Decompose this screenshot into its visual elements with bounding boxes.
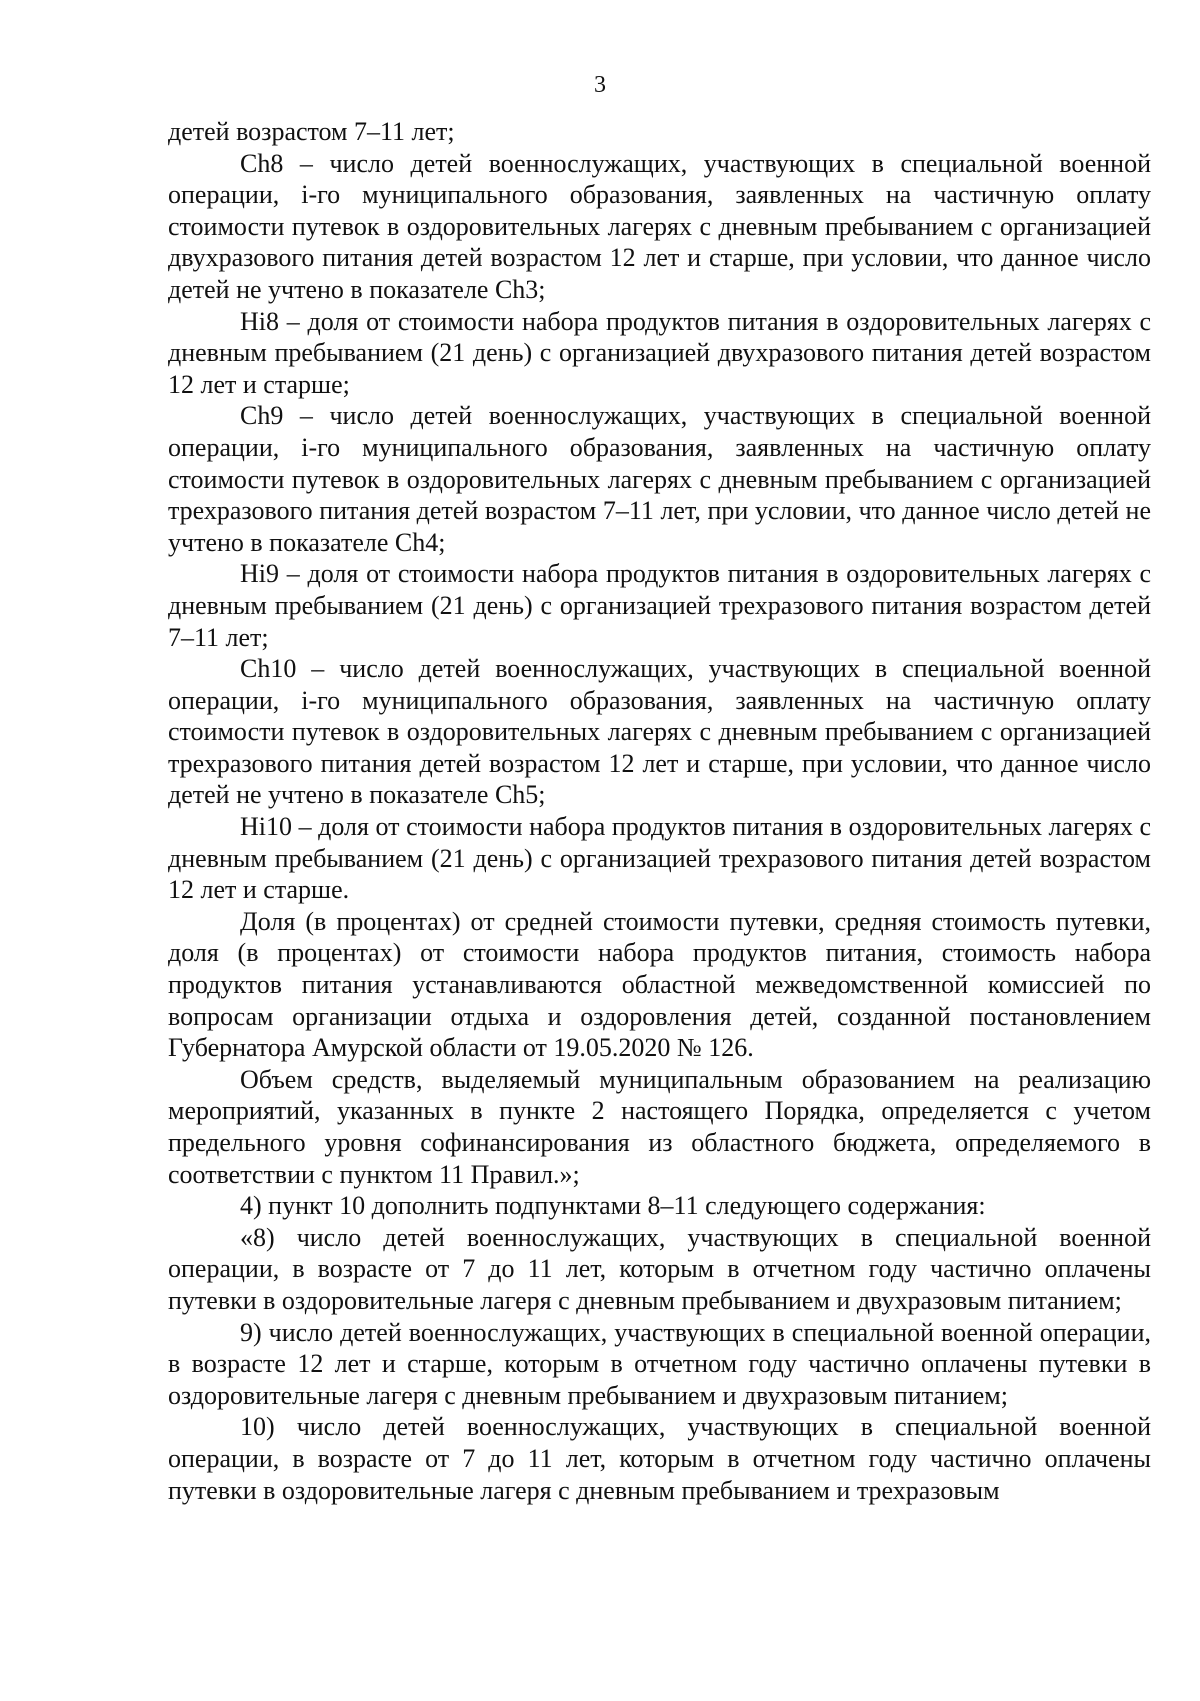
- paragraph-subitem-10: 10) число детей военнослужащих, участвующих в специальной военной операции, в возрасте от 7 до 11 лет, которым в отчетном году частично оплачены путевки в оздоровительные лагеря с дневным пребыванием и трехразовым: [168, 1412, 1151, 1505]
- document-body: [168, 116, 1151, 1506]
- paragraph-ch10: Ch10 – число детей военнослужащих, участвующих в специальной военной операции, i-го муниципального образования, заявленных на частичную оплату стоимости путевок в оздоровительных лагерях с дневным пребыванием с организацией трехразового питания детей возрастом 12 лет и старше, при условии, что данное число детей не учтено в показателе Ch5;: [168, 654, 1151, 810]
- paragraph-subitem-9: 9) число детей военнослужащих, участвующих в специальной военной операции, в возрасте 12 лет и старше, которым в отчетном году частично оплачены путевки в оздоровительные лагеря с дневным пребыванием и двухразовым питанием;: [168, 1317, 1151, 1410]
- paragraph-hi10: Hi10 – доля от стоимости набора продуктов питания в оздоровительных лагерях с дневным пребыванием (21 день) с организацией трехразового питания детей возрастом 12 лет и старше.: [168, 812, 1151, 905]
- paragraph-hi8: Hi8 – доля от стоимости набора продуктов питания в оздоровительных лагерях с дневным пребыванием (21 день) с организацией двухразового питания детей возрастом 12 лет и старше;: [168, 306, 1151, 399]
- paragraph-ch9: Ch9 – число детей военнослужащих, участвующих в специальной военной операции, i-го муниципального образования, заявленных на частичную оплату стоимости путевок в оздоровительных лагерях с дневным пребыванием с организацией трехразового питания детей возрастом 7–11 лет, при условии, что данное число детей не учтено в показателе Ch4;: [168, 401, 1151, 557]
- paragraph-subitem-8: «8) число детей военнослужащих, участвующих в специальной военной операции, в возрасте от 7 до 11 лет, которым в отчетном году частично оплачены путевки в оздоровительные лагеря с дневным пребыванием и двухразовым питанием;: [168, 1222, 1151, 1315]
- paragraph-funding-volume: Объем средств, выделяемый муниципальным образованием на реализацию мероприятий, указанных в пункте 2 настоящего Порядка, определяется с учетом предельного уровня софинансирования из областного бюджета, определяемого в соответствии с пунктом 11 Правил.»;: [168, 1064, 1151, 1189]
- paragraph-continuation: детей возрастом 7–11 лет;: [168, 117, 455, 146]
- paragraph-hi9: Hi9 – доля от стоимости набора продуктов питания в оздоровительных лагерях с дневным пребыванием (21 день) с организацией трехразового питания возрастом детей 7–11 лет;: [168, 559, 1151, 652]
- paragraph-ch8: Ch8 – число детей военнослужащих, участвующих в специальной военной операции, i-го муниципального образования, заявленных на частичную оплату стоимости путевок в оздоровительных лагерях с дневным пребыванием с организацией двухразового питания детей возрастом 12 лет и старше, при условии, что данное число детей не учтено в показателе Ch3;: [168, 148, 1151, 304]
- paragraph-shares: Доля (в процентах) от средней стоимости путевки, средняя стоимость путевки, доля (в процентах) от стоимости набора продуктов питания, стоимость набора продуктов питания устанавливаются областной межведомственной комиссией по вопросам организации отдыха и оздоровления детей, созданной постановлением Губернатора Амурской области от 19.05.2020 № 126.: [168, 906, 1151, 1063]
- page-number: 3: [594, 72, 606, 98]
- paragraph-item-4: 4) пункт 10 дополнить подпунктами 8–11 следующего содержания:: [240, 1191, 986, 1221]
